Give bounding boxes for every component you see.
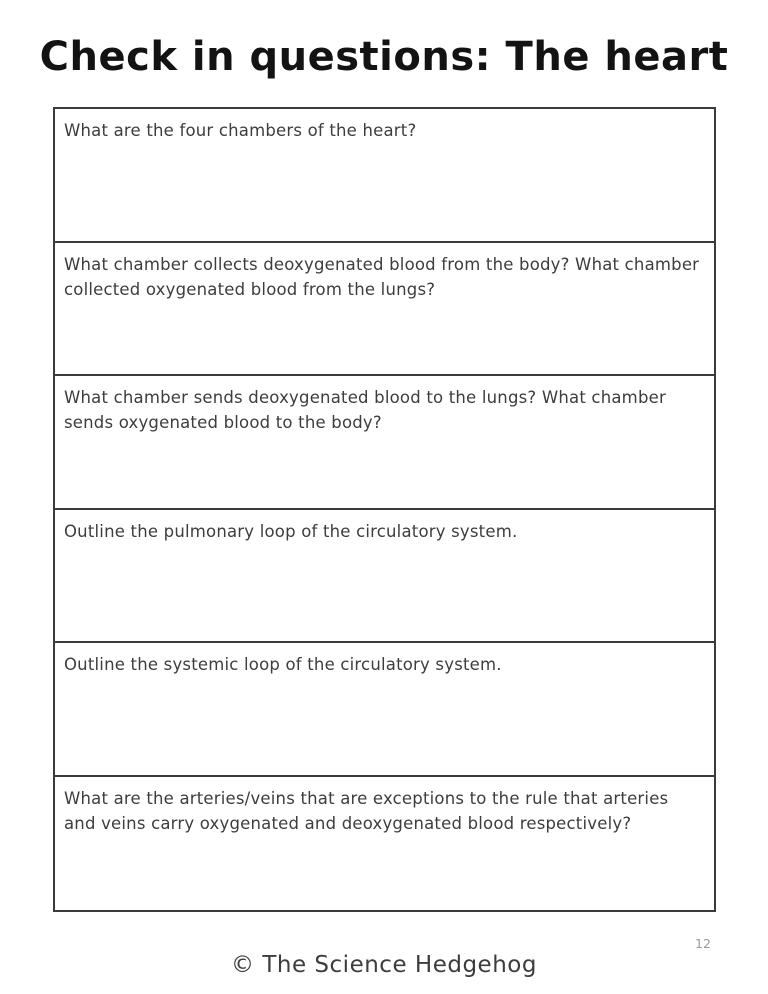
question-text: What chamber collects deoxygenated blood from the body? What chamber collected oxygenated blood from the lungs? (64, 254, 700, 299)
page-number: 12 (695, 936, 711, 951)
question-text: What are the arteries/veins that are exceptions to the rule that arteries and veins carry oxygenated and deoxygenated blood respectively? (64, 788, 669, 833)
question-row-5 (55, 643, 714, 777)
question-row-1 (55, 109, 714, 243)
question-text: Outline the pulmonary loop of the circulatory system. (64, 521, 518, 541)
question-row-3 (55, 376, 714, 510)
page-title: Check in questions: The heart (39, 34, 729, 80)
question-text: Outline the systemic loop of the circulatory system. (64, 655, 502, 674)
footer-copyright: © The Science Hedgehog (231, 952, 537, 978)
question-text: What chamber sends deoxygenated blood to the lungs? What chamber sends oxygenated blood to the body? (64, 388, 666, 432)
question-text: What are the four chambers of the heart? (64, 121, 417, 140)
question-row-2 (55, 243, 714, 377)
question-row-6 (55, 777, 714, 911)
question-row-4 (55, 510, 714, 644)
question-table (53, 107, 716, 912)
